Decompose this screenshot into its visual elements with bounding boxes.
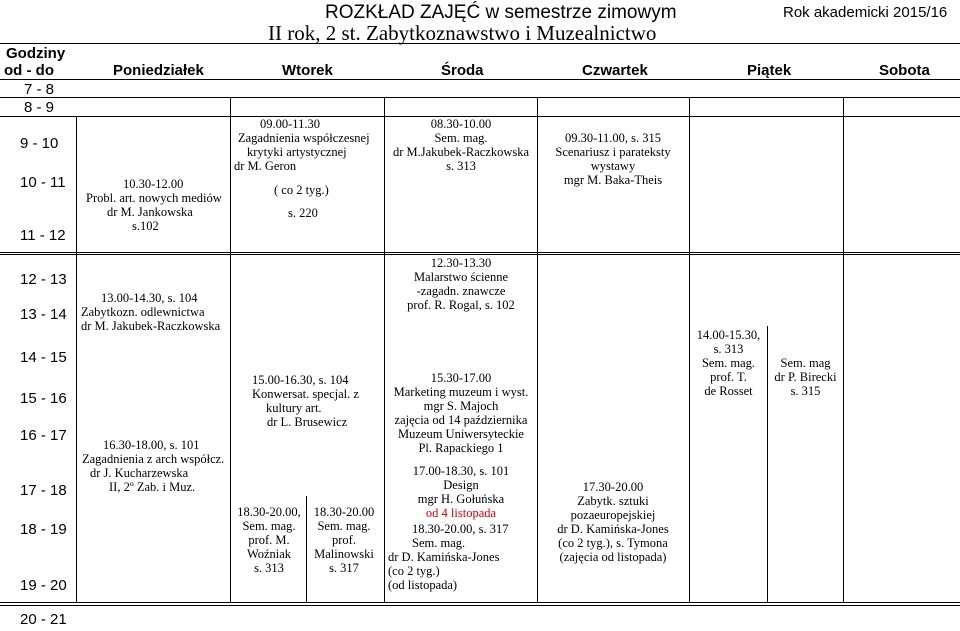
class-time: 09.00-11.30	[260, 117, 320, 131]
class-time: 18.30-20.00, s. 317	[412, 522, 509, 536]
day-header-friday: Piątek	[747, 62, 792, 79]
class-lecturer: dr M. Jakubek-Raczkowska	[81, 319, 221, 333]
class-note: (zajęcia od listopada)	[559, 550, 667, 564]
class-time: 17.30-20.00	[582, 480, 644, 494]
class-subject: Scenariusz i parateksty	[555, 145, 671, 159]
time-slot-label: 10 - 11	[20, 174, 66, 191]
grid-line	[0, 602, 960, 603]
class-time: 14.00-15.30,	[696, 328, 761, 342]
class-location: Pl. Rapackiego 1	[418, 441, 504, 455]
hours-range-header: od - do	[4, 62, 54, 79]
grid-line	[843, 97, 844, 602]
class-subject: Konwersat. specjal. z	[252, 387, 359, 401]
class-lecturer: Malinowski	[314, 547, 374, 561]
time-slot-label: 12 - 13	[20, 271, 67, 288]
class-time: 09.30-11.00, s. 315	[564, 131, 662, 145]
class-lecturer: dr L. Brusewicz	[267, 415, 348, 429]
class-lecturer: mgr S. Majoch	[423, 399, 499, 413]
time-slot-label: 14 - 15	[20, 349, 67, 366]
class-type: Sem. mag.	[317, 519, 371, 533]
class-entry-monday-media	[80, 177, 222, 233]
class-room: s. 313	[254, 561, 284, 575]
time-slot-label: 20 - 21	[20, 611, 67, 628]
class-subject: Zagadnienia z arch współcz.	[82, 452, 225, 466]
class-time: 08.30-10.00	[430, 117, 492, 131]
class-type: Sem. mag.	[434, 131, 488, 145]
grid-line	[767, 326, 768, 602]
class-group: II, 2º Zab. i Muz.	[109, 480, 196, 494]
class-subject: Zabytkozn. odlewnictwa	[81, 305, 205, 319]
class-lecturer: prof. M.	[248, 533, 290, 547]
class-note-red: od 4 listopada	[425, 506, 497, 520]
grid-line	[0, 97, 960, 98]
class-entry-friday-seminar-rosset	[691, 328, 766, 398]
class-lecturer: dr D. Kamińska-Jones	[388, 550, 500, 564]
class-lecturer: mgr H. Gołuńska	[417, 492, 505, 506]
class-type: Sem. mag.	[701, 356, 756, 370]
class-frequency: (co 2 tyg.), s. Tymona	[558, 536, 668, 550]
day-header-wednesday: Środa	[441, 62, 484, 79]
class-lecturer: prof.	[332, 533, 356, 547]
class-room: s. 220	[288, 206, 318, 220]
time-slot-label: 18 - 19	[20, 521, 67, 538]
class-lecturer: de Rosset	[704, 384, 753, 398]
class-entry-tuesday-conversatorium	[252, 373, 359, 429]
grid-line	[0, 79, 960, 80]
class-entry-thursday-non-european-art	[539, 480, 687, 564]
time-slot-label: 19 - 20	[20, 577, 67, 594]
class-subject: Zagadnienia współczesnej	[238, 131, 370, 145]
class-type: Sem. mag.	[242, 519, 296, 533]
class-subject: krytyki artystycznej	[247, 145, 347, 159]
class-lecturer: dr D. Kamińska-Jones	[557, 522, 669, 536]
schedule-subtitle: II rok, 2 st. Zabytkoznawstwo i Muzealnictwo	[268, 21, 657, 45]
class-room: s. 313	[446, 159, 476, 173]
class-lecturer: mgr M. Baka-Theis	[563, 173, 663, 187]
class-time: 10.30-12.00	[123, 177, 184, 191]
grid-line	[0, 254, 960, 255]
class-room: s. 315	[790, 384, 821, 398]
class-subject: Malarstwo ścienne	[413, 270, 509, 284]
class-location: Muzeum Uniwersyteckie	[397, 427, 524, 441]
class-entry-wednesday-murals	[386, 256, 536, 312]
class-type: Sem. mag	[780, 356, 831, 370]
class-time: 18.30-20.00	[313, 505, 375, 519]
schedule-title: ROZKŁAD ZAJĘĆ w semestrze zimowym	[325, 2, 677, 23]
class-entry-monday-architecture	[82, 438, 224, 494]
day-header-tuesday: Wtorek	[282, 62, 333, 79]
class-lecturer: dr M.Jakubek-Raczkowska	[392, 145, 530, 159]
grid-line	[76, 116, 77, 602]
time-slot-label: 8 - 9	[24, 99, 55, 116]
time-slot-label: 15 - 16	[20, 390, 67, 407]
grid-line	[689, 97, 690, 602]
class-subject: Design	[443, 478, 479, 492]
class-note: (od listopada)	[388, 578, 458, 592]
class-time: 13.00-14.30, s. 104	[101, 291, 198, 305]
class-entry-tuesday-seminar-malinowski	[308, 505, 380, 575]
academic-year: Rok akademicki 2015/16	[783, 4, 948, 21]
class-note: zajęcia od 14 października	[394, 413, 528, 427]
class-lecturer: dr M. Jankowska	[107, 205, 193, 219]
class-entry-wednesday-seminar	[386, 117, 536, 173]
class-frequency: (co 2 tyg.)	[388, 564, 440, 578]
day-header-saturday: Sobota	[879, 62, 930, 79]
class-entry-thursday-scenario	[539, 131, 687, 187]
class-entry-friday-seminar-birecki	[769, 356, 842, 398]
time-slot-label: 17 - 18	[20, 482, 67, 499]
class-lecturer: prof. R. Rogal, s. 102	[407, 298, 515, 312]
grid-line	[0, 252, 960, 253]
time-slot-label: 13 - 14	[20, 306, 67, 323]
class-entry-wednesday-seminar-kaminska	[388, 522, 509, 592]
class-subject: -zagadn. znawcze	[416, 284, 506, 298]
class-entry-tuesday-seminar-wozniak	[234, 505, 304, 575]
class-time: 18.30-20.00,	[237, 505, 301, 519]
class-subject: Probl. art. nowych mediów	[86, 191, 222, 205]
class-lecturer: dr J. Kucharzewska	[90, 466, 189, 480]
class-frequency: ( co 2 tyg.)	[274, 183, 329, 197]
class-time: 16.30-18.00, s. 101	[103, 438, 200, 452]
class-lecturer: Woźniak	[246, 547, 292, 561]
class-lecturer: prof. T.	[710, 370, 747, 384]
grid-line	[306, 496, 307, 602]
class-lecturer: dr M. Geron	[234, 159, 297, 173]
class-subject: pozaeuropejskiej	[570, 508, 656, 522]
class-entry-wednesday-marketing	[386, 371, 536, 455]
grid-line	[537, 97, 538, 602]
grid-line	[0, 43, 960, 44]
class-lecturer: dr P. Birecki	[774, 370, 837, 384]
hours-column-header: Godziny	[6, 45, 66, 62]
class-subject: Zabytk. sztuki	[577, 494, 649, 508]
time-slot-label: 11 - 12	[20, 227, 66, 244]
grid-line	[384, 97, 385, 602]
day-header-monday: Poniedziałek	[113, 62, 204, 79]
class-subject: Marketing muzeum i wyst.	[393, 385, 529, 399]
class-subject: wystawy	[590, 159, 636, 173]
class-subject: kultury art.	[266, 401, 322, 415]
class-type: Sem. mag.	[412, 536, 466, 550]
class-time: 15.00-16.30, s. 104	[252, 373, 349, 387]
class-entry-tuesday-criticism	[234, 117, 370, 220]
grid-line	[0, 605, 960, 606]
time-slot-label: 7 - 8	[24, 81, 55, 98]
time-slot-label: 9 - 10	[20, 135, 59, 152]
class-room: s.102	[132, 219, 159, 233]
class-entry-wednesday-design	[386, 464, 536, 520]
class-room: s. 313	[713, 342, 744, 356]
time-slot-label: 16 - 17	[20, 427, 67, 444]
class-time: 15.30-17.00	[430, 371, 492, 385]
class-entry-monday-casting	[81, 291, 220, 333]
class-room: s. 317	[329, 561, 359, 575]
grid-line	[230, 97, 231, 602]
class-time: 17.00-18.30, s. 101	[412, 464, 510, 478]
class-time: 12.30-13.30	[430, 256, 492, 270]
day-header-thursday: Czwartek	[582, 62, 648, 79]
